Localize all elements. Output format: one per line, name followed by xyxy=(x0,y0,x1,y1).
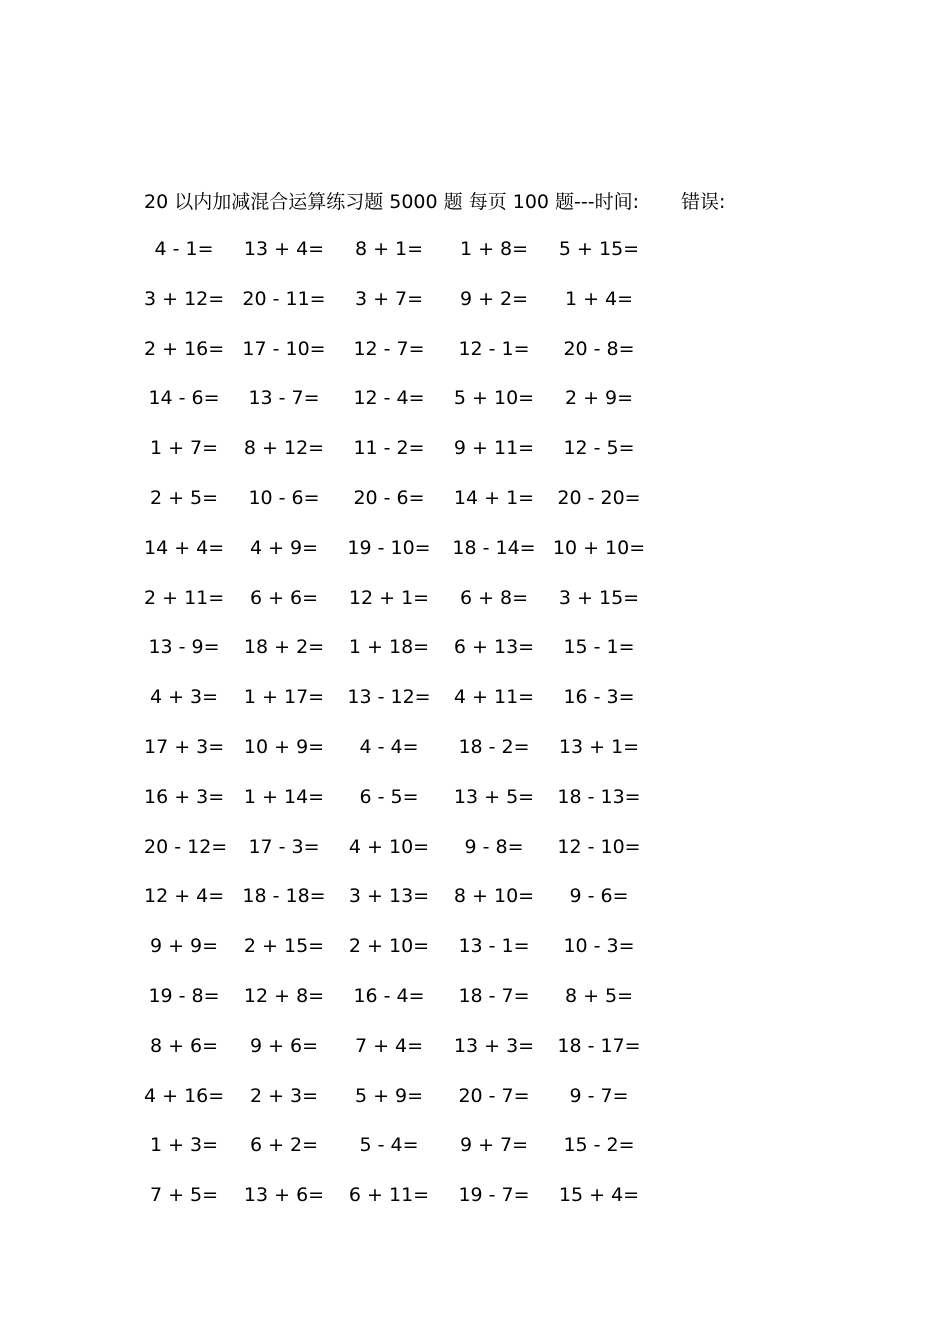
problem-item: 9 + 6= xyxy=(249,1034,319,1057)
problem-row xyxy=(144,529,684,579)
problem-item: 3 + 12= xyxy=(144,287,225,310)
problem-item: 20 - 12= xyxy=(144,835,228,858)
problem-item: 9 - 6= xyxy=(569,885,629,908)
problem-item: 5 - 4= xyxy=(359,1134,419,1157)
problem-row xyxy=(144,1126,684,1176)
problem-row xyxy=(144,628,684,678)
problem-item: 1 + 3= xyxy=(149,1134,219,1157)
problem-item: 2 + 3= xyxy=(249,1084,319,1107)
problem-item: 20 - 11= xyxy=(242,287,326,310)
problem-item: 16 + 3= xyxy=(144,785,225,808)
problem-item: 13 - 9= xyxy=(148,636,220,659)
problem-item: 8 + 10= xyxy=(453,885,535,908)
problem-item: 8 + 5= xyxy=(564,984,634,1007)
problem-item: 3 + 15= xyxy=(558,586,640,609)
problem-row xyxy=(144,230,684,280)
problem-item: 13 - 12= xyxy=(347,686,431,709)
problem-item: 6 + 2= xyxy=(249,1134,319,1157)
problem-row xyxy=(144,927,684,977)
problem-item: 12 - 4= xyxy=(353,387,425,410)
problem-item: 19 - 10= xyxy=(347,536,431,559)
problem-row xyxy=(144,479,684,529)
problem-item: 20 - 20= xyxy=(557,486,641,509)
problem-item: 18 - 7= xyxy=(458,984,530,1007)
problem-row xyxy=(144,280,684,330)
problem-item: 5 + 15= xyxy=(558,238,640,260)
problem-item: 15 - 1= xyxy=(563,636,635,659)
problem-item: 13 + 5= xyxy=(453,785,535,808)
problem-item: 8 + 1= xyxy=(354,238,424,260)
problem-item: 20 - 7= xyxy=(458,1084,530,1107)
problem-item: 4 + 9= xyxy=(249,536,319,559)
problem-item: 4 - 4= xyxy=(359,735,419,758)
problem-item: 9 - 7= xyxy=(569,1084,629,1107)
problem-item: 6 - 5= xyxy=(359,785,419,808)
problem-item: 10 + 10= xyxy=(552,536,646,559)
problem-item: 20 - 8= xyxy=(563,337,635,360)
problem-item: 9 + 11= xyxy=(453,437,535,460)
problem-item: 13 + 1= xyxy=(558,735,640,758)
problem-item: 9 - 8= xyxy=(464,835,524,858)
problem-item: 2 + 16= xyxy=(144,337,225,360)
problem-item: 1 + 14= xyxy=(243,785,325,808)
problem-item: 17 - 10= xyxy=(242,337,326,360)
problem-item: 5 + 10= xyxy=(453,387,535,410)
problem-item: 2 + 11= xyxy=(144,586,225,609)
problem-item: 12 - 10= xyxy=(557,835,641,858)
problem-row xyxy=(144,877,684,927)
problem-item: 2 + 15= xyxy=(243,935,325,958)
problem-item: 4 - 1= xyxy=(154,238,214,260)
problem-item: 9 + 2= xyxy=(459,287,529,310)
problem-item: 13 + 4= xyxy=(243,238,325,260)
problem-item: 1 + 4= xyxy=(564,287,634,310)
problem-item: 4 + 10= xyxy=(348,835,430,858)
problem-item: 6 + 6= xyxy=(249,586,319,609)
problem-item: 2 + 9= xyxy=(564,387,634,410)
problem-item: 17 + 3= xyxy=(144,735,225,758)
problem-item: 4 + 16= xyxy=(144,1084,225,1107)
problem-row xyxy=(144,728,684,778)
problem-item: 18 - 18= xyxy=(242,885,326,908)
problem-item: 8 + 6= xyxy=(149,1034,219,1057)
problem-row xyxy=(144,828,684,878)
problem-item: 9 + 9= xyxy=(149,935,219,958)
problem-item: 4 + 11= xyxy=(453,686,535,709)
worksheet-title: 20 以内加减混合运算练习题 5000 题 每页 100 题---时间: xyxy=(144,190,640,213)
problem-item: 12 - 1= xyxy=(458,337,530,360)
problem-item: 18 - 14= xyxy=(452,536,536,559)
problem-item: 17 - 3= xyxy=(248,835,320,858)
problem-item: 18 - 2= xyxy=(458,735,530,758)
problem-item: 10 - 6= xyxy=(248,486,320,509)
problem-row xyxy=(144,379,684,429)
problem-item: 7 + 4= xyxy=(354,1034,424,1057)
problem-item: 12 + 8= xyxy=(243,984,325,1007)
problem-item: 14 + 4= xyxy=(144,536,225,559)
problem-item: 1 + 18= xyxy=(348,636,430,659)
problem-item: 16 - 4= xyxy=(353,984,425,1007)
problem-item: 12 - 5= xyxy=(563,437,635,460)
problem-item: 15 + 4= xyxy=(558,1184,640,1207)
problem-row xyxy=(144,1077,684,1127)
problem-item: 3 + 7= xyxy=(354,287,424,310)
problem-item: 10 - 3= xyxy=(563,935,635,958)
problem-row xyxy=(144,1176,684,1226)
problem-item: 13 + 6= xyxy=(243,1184,325,1207)
problem-item: 12 + 1= xyxy=(348,586,430,609)
problem-item: 1 + 8= xyxy=(459,238,529,260)
problem-row xyxy=(144,330,684,380)
problem-item: 12 - 7= xyxy=(353,337,425,360)
problem-row xyxy=(144,579,684,629)
problem-item: 9 + 7= xyxy=(459,1134,529,1157)
problem-row xyxy=(144,429,684,479)
problem-item: 3 + 13= xyxy=(348,885,430,908)
problem-item: 19 - 8= xyxy=(148,984,220,1007)
problem-item: 11 - 2= xyxy=(353,437,425,460)
problem-item: 16 - 3= xyxy=(563,686,635,709)
problem-item: 8 + 12= xyxy=(243,437,325,460)
problem-item: 4 + 3= xyxy=(149,686,219,709)
problem-item: 14 + 1= xyxy=(453,486,535,509)
problem-row xyxy=(144,778,684,828)
problem-item: 13 - 7= xyxy=(248,387,320,410)
problem-item: 19 - 7= xyxy=(458,1184,530,1207)
errors-label: 错误: xyxy=(681,190,726,213)
problem-item: 13 + 3= xyxy=(453,1034,535,1057)
problem-item: 12 + 4= xyxy=(144,885,225,908)
problem-item: 5 + 9= xyxy=(354,1084,424,1107)
problem-item: 10 + 9= xyxy=(243,735,325,758)
problem-row xyxy=(144,678,684,728)
worksheet-header xyxy=(144,186,725,214)
problem-item: 13 - 1= xyxy=(458,935,530,958)
problem-item: 2 + 5= xyxy=(149,486,219,509)
problem-item: 6 + 8= xyxy=(459,586,529,609)
problem-item: 14 - 6= xyxy=(148,387,220,410)
problem-item: 2 + 10= xyxy=(348,935,430,958)
problem-item: 6 + 11= xyxy=(348,1184,430,1207)
problem-item: 18 - 13= xyxy=(557,785,641,808)
problem-item: 1 + 17= xyxy=(243,686,325,709)
problem-item: 20 - 6= xyxy=(353,486,425,509)
problem-item: 15 - 2= xyxy=(563,1134,635,1157)
problem-item: 1 + 7= xyxy=(149,437,219,460)
problem-row xyxy=(144,977,684,1027)
problem-item: 7 + 5= xyxy=(149,1184,219,1207)
problem-row xyxy=(144,1027,684,1077)
problem-item: 6 + 13= xyxy=(453,636,535,659)
problem-grid xyxy=(144,230,684,1226)
problem-item: 18 + 2= xyxy=(243,636,325,659)
problem-item: 18 - 17= xyxy=(557,1034,641,1057)
